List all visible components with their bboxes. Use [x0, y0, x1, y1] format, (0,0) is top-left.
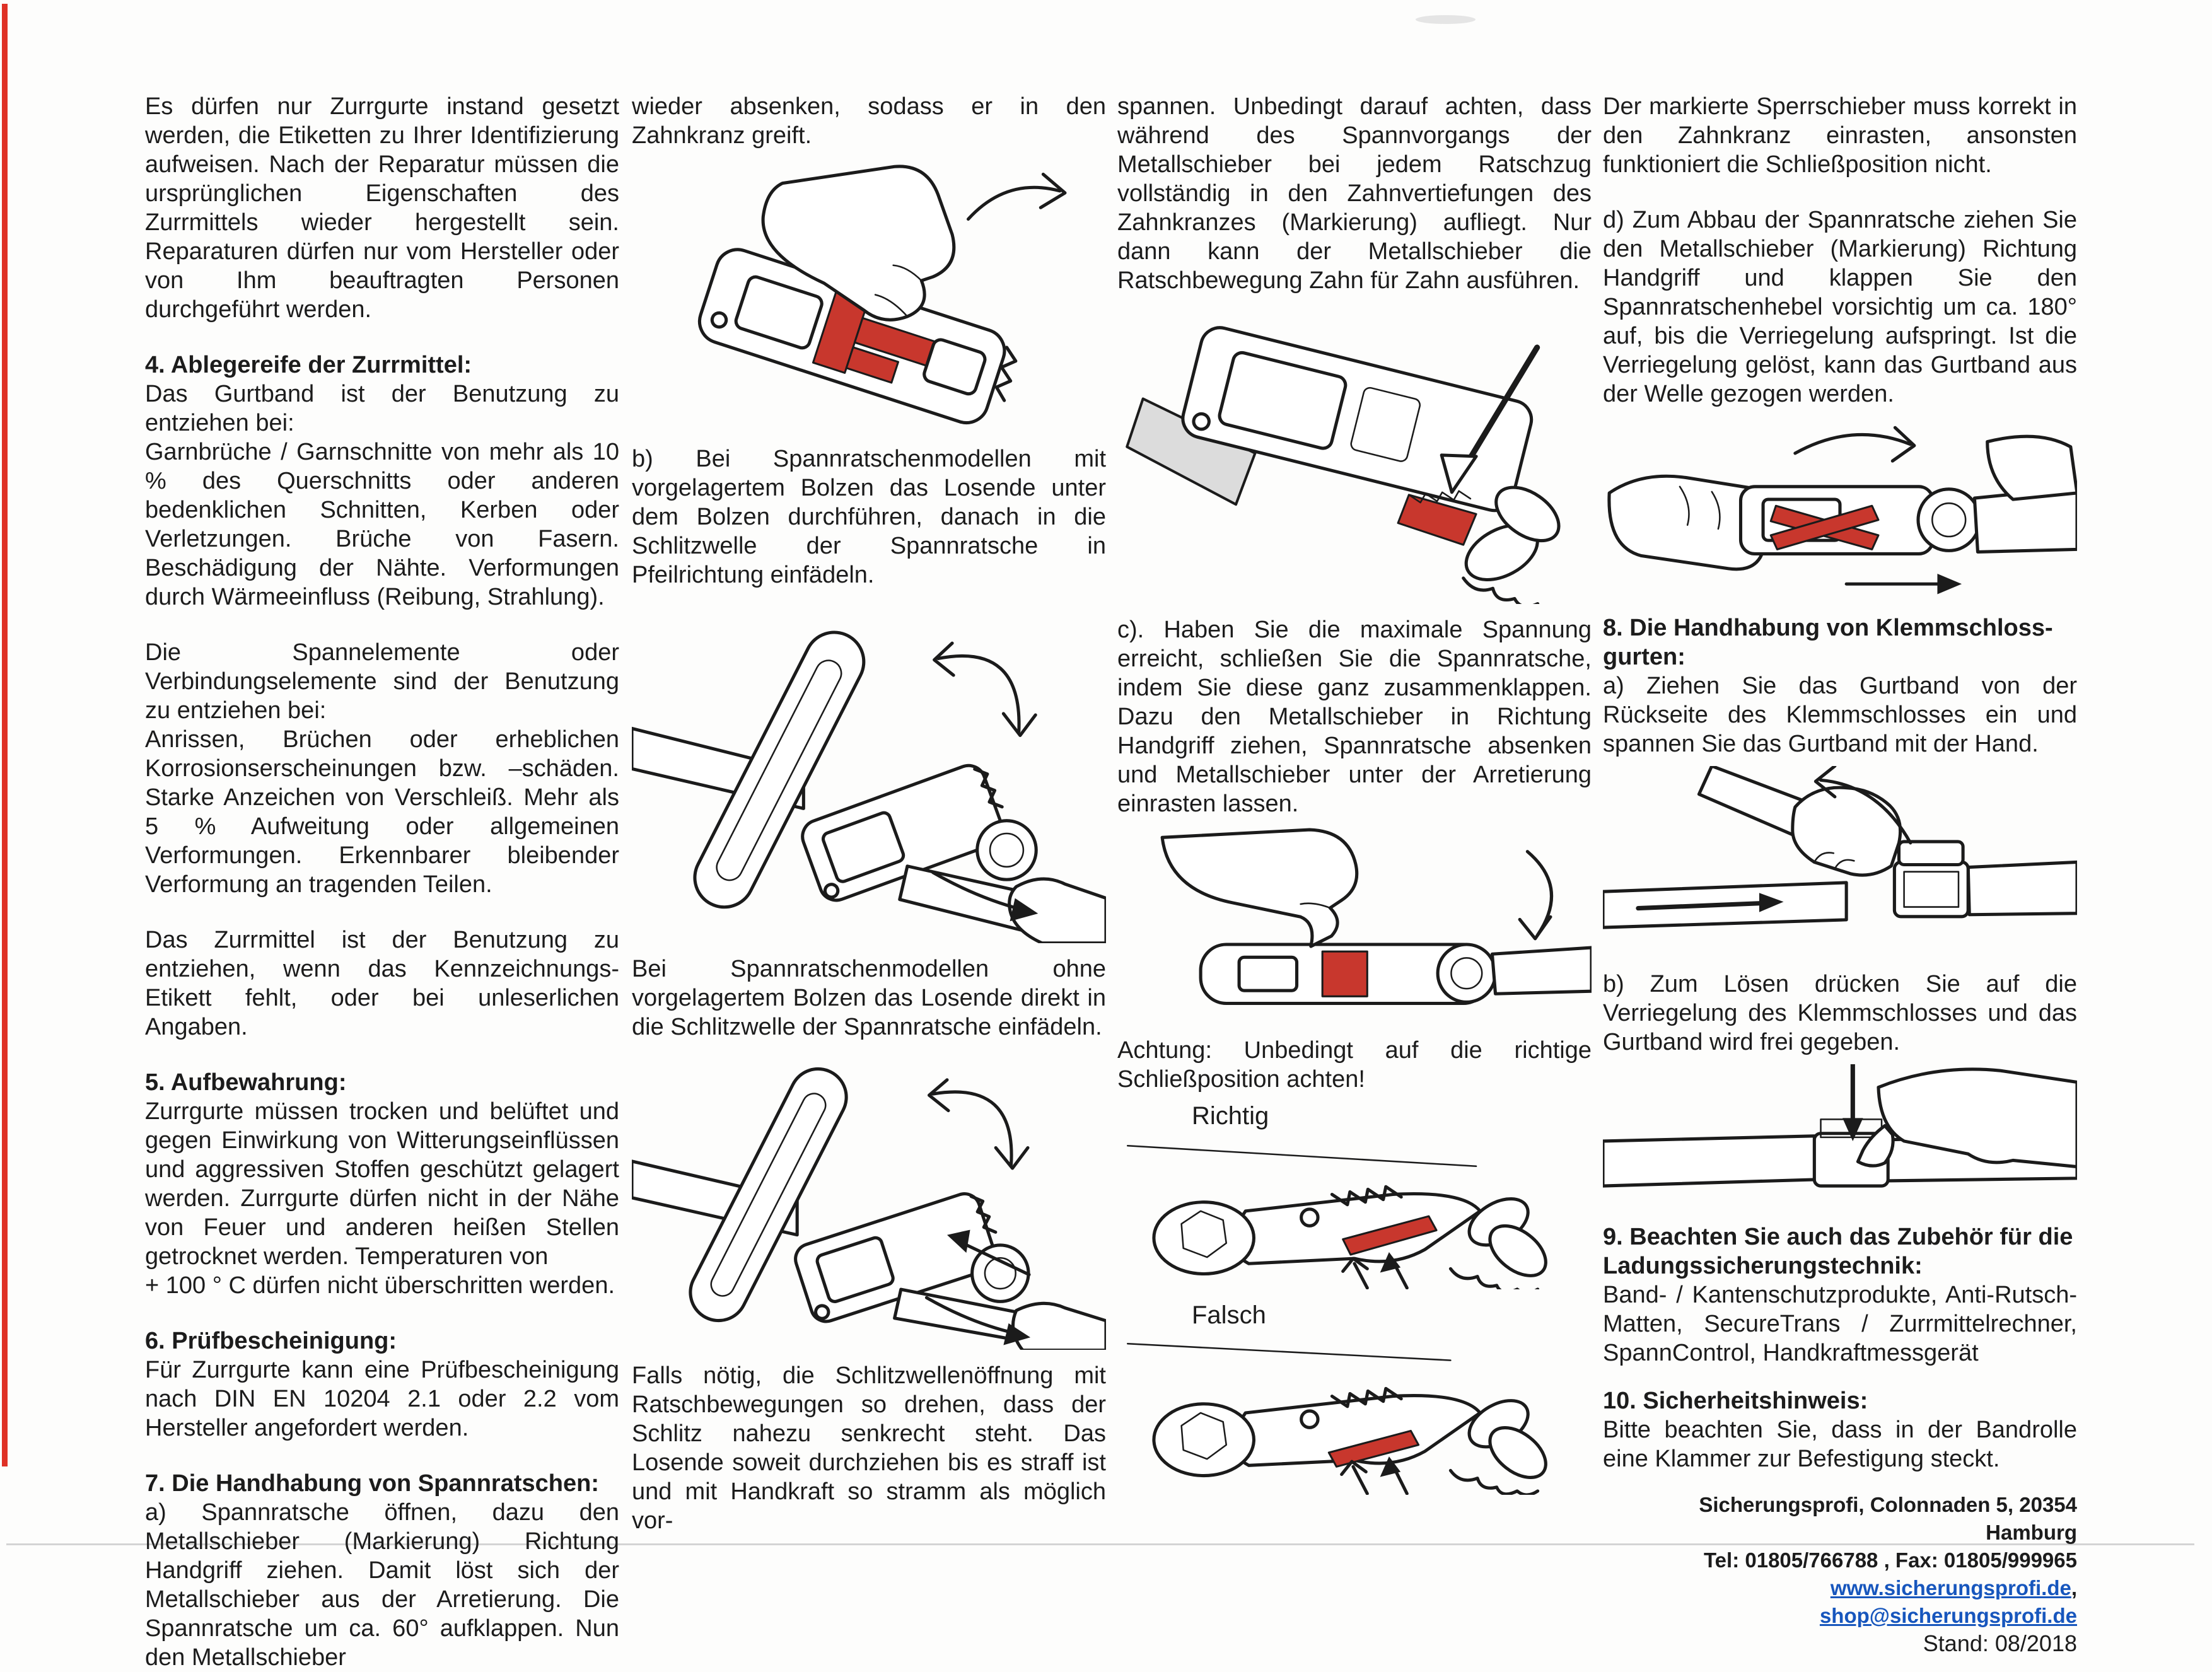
thread-strap-bolt-illustration	[632, 597, 1106, 943]
falsch-diagram	[1117, 1335, 1592, 1495]
paragraph-ohne-bolzen: Bei Spannratschenmodellen ohne vorgelagertem Bolzen das Losende direkt in die Schlitzwelle der Spannratsche einfädeln.	[632, 955, 1106, 1040]
paragraph-garnbrueche: Garnbrüche / Garnschnitte von mehr als 10 % des Querschnitts oder anderen bedenklichen Schnitten, Kerben oder Verletzungen. Brüche von Fasern. Beschädigung der Nähte. Verformungen durch Wärmeeinfluss (Reibung, Strahlung).	[145, 439, 619, 610]
footer-links	[1603, 1574, 2077, 1630]
close-ratchet-illustration	[1117, 826, 1592, 1025]
paragraph-7a-oeffnen: a) Spannratsche öffnen, dazu den Metallschieber (Markierung) Richtung Handgriff ziehen. Damit löst sich der Metallschieber aus der Arretierung. Die Spannratsche um ca. 60° aufklappen. Nun den Metallschieber	[145, 1499, 619, 1671]
heading-10-sicherheitshinweis: 10. Sicherheitshinweis:	[1603, 1388, 1868, 1415]
paragraph-sperrschieber: Der markierte Sperrschieber muss korrekt in den Zahnkranz einrasten, ansonsten funktioniert die Schließposition nicht.	[1603, 93, 2077, 178]
paragraph-gurtband-entziehen: Das Gurtband ist der Benutzung zu entziehen bei:	[145, 381, 619, 436]
paragraph-pruefbescheinigung: Für Zurrgurte kann eine Prüfbescheinigung nach DIN EN 10204 2.1 oder 2.2 vom Hersteller angefordert werden.	[145, 1357, 619, 1441]
footer-revision-date: Stand: 08/2018	[1923, 1630, 2077, 1657]
website-link[interactable]: www.sicherungsprofi.de	[1830, 1576, 2071, 1600]
paragraph-zahnkranz: wieder absenken, sodass er in den Zahnkranz greift.	[632, 93, 1106, 149]
richtig-diagram	[1117, 1135, 1592, 1289]
paragraph-achtung: Achtung: Unbedingt auf die richtige Schließposition achten!	[1117, 1036, 1592, 1093]
shop-email-link[interactable]: shop@sicherungsprofi.de	[1819, 1604, 2077, 1628]
thread-strap-direct-illustration	[632, 1049, 1106, 1350]
red-slider	[1322, 951, 1367, 996]
column-3	[1117, 92, 1592, 1506]
column-4	[1603, 92, 2077, 1657]
footer-phone-fax: Tel: 01805/766788 , Fax: 01805/999965	[1703, 1548, 2077, 1572]
paragraph-falls-noetig: Falls nötig, die Schlitzwellenöffnung mit Ratschbewegungen so drehen, dass der Schlitz nahezu senkrecht steht. Das Losende soweit durchziehen bis es straff ist und mit Handkraft so stramm als möglich vor-	[632, 1362, 1106, 1535]
paragraph-repair-rules: Es dürfen nur Zurrgurte instand gesetzt werden, die Etiketten zu Ihrer Identifizierung aufweisen. Nach der Reparatur müssen die ursprünglichen Eigenschaften des Zurrmittels wieder hergestellt sein. Reparaturen dürfen nur vom Hersteller oder von Ihm beauftragten Personen durchgeführt werden.	[145, 93, 619, 323]
cam-buckle-feed-illustration	[1603, 766, 2077, 958]
heading-6-pruefbescheinigung: 6. Prüfbescheinigung:	[145, 1328, 397, 1354]
ratchet-tooth-marking-illustration	[1117, 303, 1592, 604]
paragraph-lagerung: Zurrgurte müssen trocken und belüftet und gegen Einwirkung von Witterungseinflüssen und aggressiven Stoffen geschützt gelagert werden. Zurrgurte dürfen nicht in der Nähe von Feuer und anderen heißen Stellen getrocknet werden. Temperaturen von	[145, 1098, 619, 1270]
paragraph-7d-abbau: d) Zum Abbau der Spannratsche ziehen Sie den Metallschieber (Markierung) Richtung Handgriff und klappen Sie den Spannratschenhebel vorsichtig um ca. 180° auf, bis die Verriegelung aufspringt. Ist die Verriegelung gelöst, kann das Gurtband aus der Welle gezogen werden.	[1603, 207, 2077, 407]
paragraph-anrisse: Anrissen, Brüchen oder erheblichen Korrosionserscheinungen bzw. –schäden. Starke Anzeichen von Verschleiß. Mehr als 5 % Aufweitung oder allgemeinen Verformungen. Erkennbarer bleibender Verformung an tragenden Teilen.	[145, 726, 619, 898]
paragraph-8b-loesen: b) Zum Lösen drücken Sie auf die Verriegelung des Klemmschlosses und das Gurtband wird frei gegeben.	[1603, 970, 2077, 1055]
scan-smudge	[1416, 15, 1476, 24]
heading-7-spannratschen: 7. Die Handhabung von Spannratschen:	[145, 1470, 599, 1497]
ratchet-open-hand-illustration	[632, 158, 1106, 433]
cam-buckle-release-illustration	[1603, 1064, 2077, 1212]
fist-outline	[1793, 787, 1901, 875]
paragraph-spannelemente: Die Spannelemente oder Verbindungselemente sind der Benutzung zu entziehen bei:	[145, 639, 619, 724]
footer-contact-block	[1603, 1491, 2077, 1657]
column-2	[632, 92, 1106, 1535]
paragraph-zubehoer-liste: Band- / Kantenschutzprodukte, Anti-Rutsch-Matten, SecureTrans / Zurrmittelrechner, SpannControl, Handkraftmessgerät	[1603, 1282, 2077, 1367]
scan-edge-red-line	[2, 4, 8, 1466]
paragraph-temperatur: + 100 ° C dürfen nicht überschritten werden.	[145, 1272, 615, 1299]
link-separator: ,	[2071, 1576, 2077, 1600]
paragraph-7c-schliessen: c). Haben Sie die maximale Spannung erreicht, schließen Sie die Spannratsche, indem Sie diese ganz zusammenklappen. Dazu den Metallschieber in Richtung Handgriff ziehen, Spannratsche absenken und Metallschieber unter der Arretierung einrasten lassen.	[1117, 616, 1592, 817]
paragraph-spannvorgang: spannen. Unbedingt darauf achten, dass während des Spannvorgangs der Metallschieber bei jedem Ratschzug vollständig in den Zahnvertiefungen des Zahnkranzes (Markierung) aufliegt. Nur dann kann der Metallschieber die Ratschbewegung Zahn für Zahn ausführen.	[1117, 93, 1592, 294]
label-richtig: Richtig	[1192, 1101, 1269, 1130]
paragraph-7b-bolzen: b) Bei Spannratschenmodellen mit vorgelagertem Bolzen das Losende unter dem Bolzen durchführen, danach in die Schlitzwelle der Spannratsche in Pfeilrichtung einfädeln.	[632, 445, 1106, 588]
paragraph-bandrolle-klammer: Bitte beachten Sie, dass in der Bandrolle eine Klammer zur Befestigung steckt.	[1603, 1417, 2077, 1473]
footer-address: Sicherungsprofi, Colonnaden 5, 20354 Hamburg	[1699, 1493, 2077, 1545]
remove-ratchet-illustration	[1603, 416, 2077, 602]
heading-4-ablegereife: 4. Ablegereife der Zurrmittel:	[145, 352, 472, 378]
flip-arrow-icon	[1795, 434, 1911, 453]
label-falsch: Falsch	[1192, 1301, 1266, 1329]
column-1	[145, 92, 619, 1672]
paragraph-8a-einziehen: a) Ziehen Sie das Gurtband von der Rückseite des Klemmschlosses ein und spannen Sie das Gurtband mit der Hand.	[1603, 672, 2077, 757]
heading-5-aufbewahrung: 5. Aufbewahrung:	[145, 1069, 347, 1096]
heading-8-klemmschloss: 8. Die Handhabung von Klemmschloss-gurten:	[1603, 614, 2053, 670]
paragraph-etikett-fehlt: Das Zurrmittel ist der Benutzung zu entziehen, wenn das Kennzeichnungs-Etikett fehlt, oder bei unleserlichen Angaben.	[145, 927, 619, 1040]
hand-outline	[1162, 830, 1357, 946]
heading-9-zubehoer: 9. Beachten Sie auch das Zubehör für die Ladungssicherungstechnik:	[1603, 1224, 2073, 1280]
hand-outline	[1013, 1303, 1106, 1350]
